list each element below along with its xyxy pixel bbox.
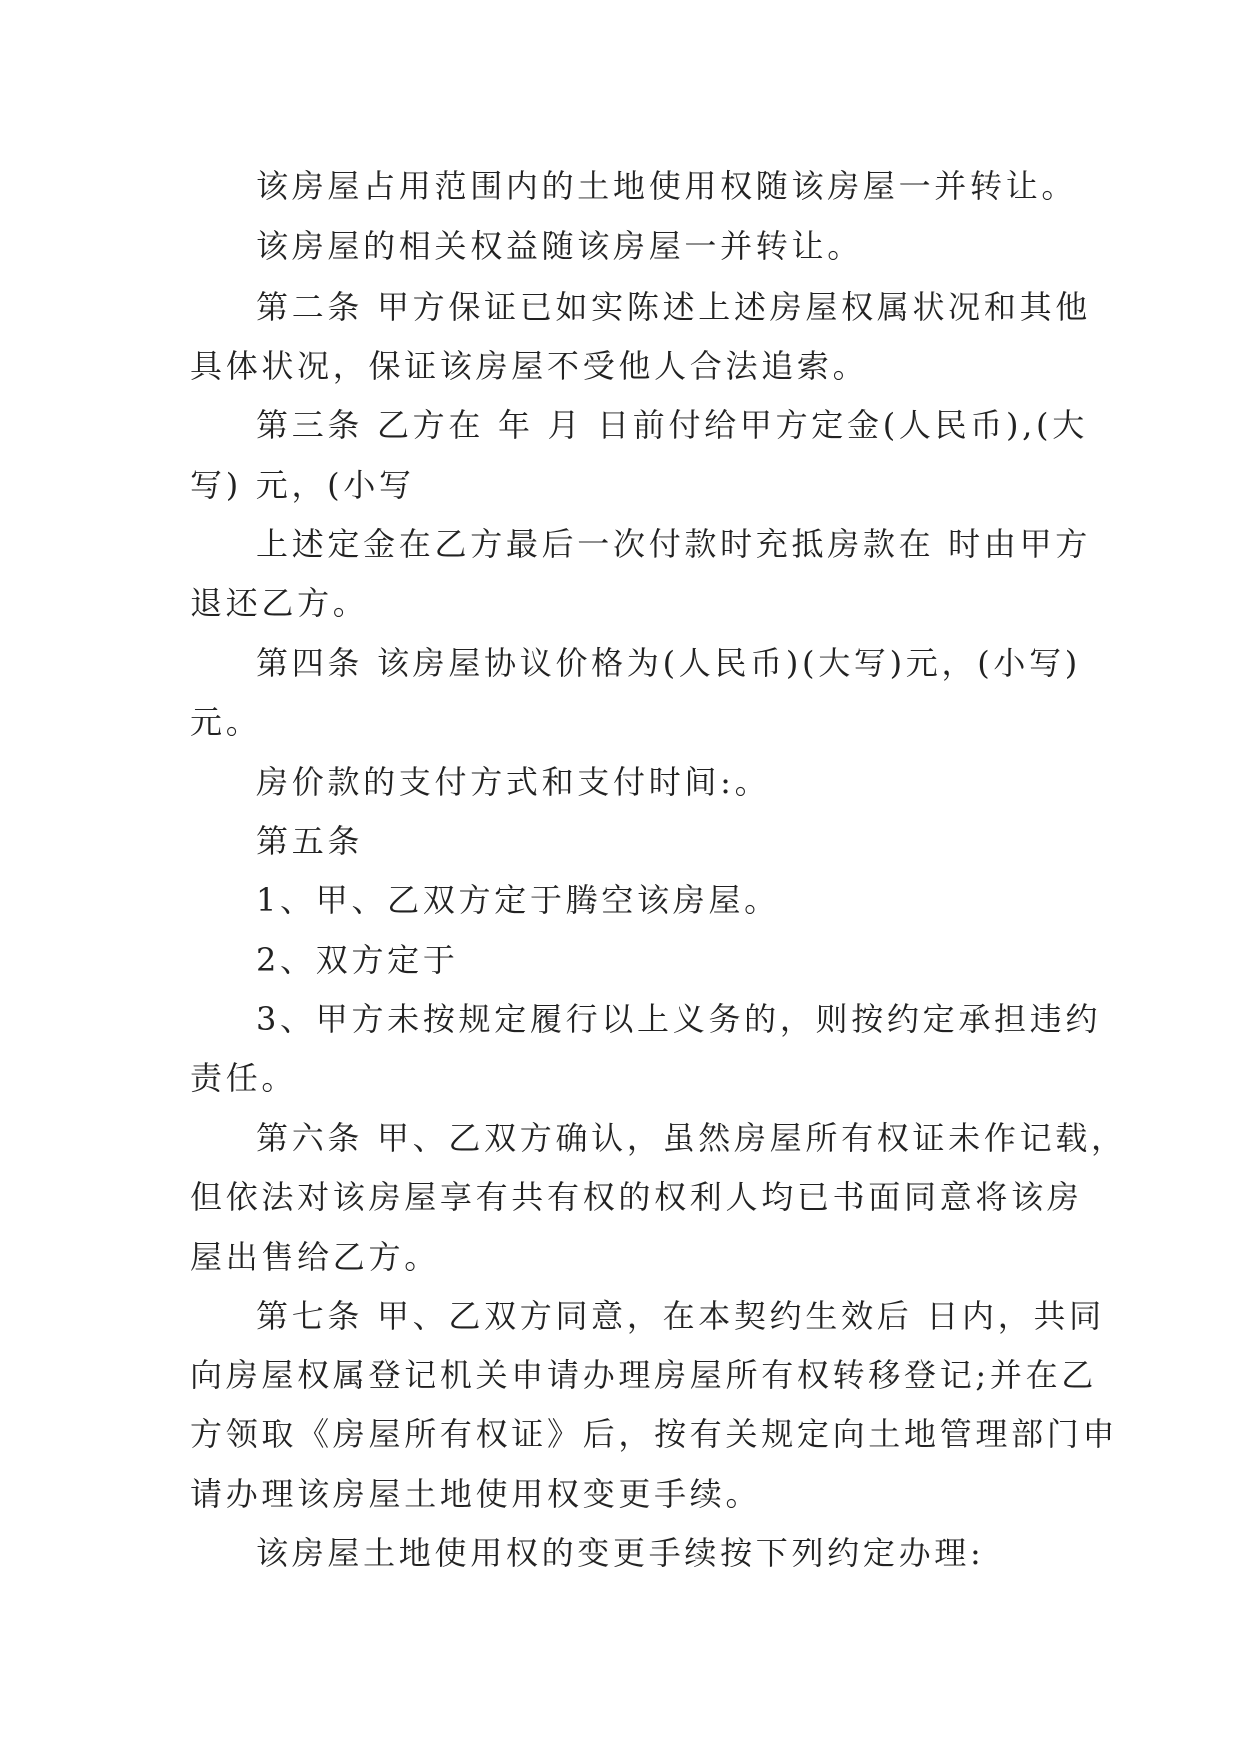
article-5-item-3-line-1: 3、甲方未按规定履行以上义务的，则按约定承担违约 [256, 1000, 1102, 1038]
deposit-line-2: 退还乙方。 [190, 584, 369, 622]
payment-method-line: 房价款的支付方式和支付时间:。 [256, 763, 771, 801]
article-5-item-3-line-2: 责任。 [190, 1059, 298, 1097]
paragraph-1-line-1: 该房屋占用范围内的土地使用权随该房屋一并转让。 [256, 167, 1078, 205]
article-5-item-2: 2、双方定于 [256, 941, 459, 979]
article-3-line-1: 第三条 乙方在 年 月 日前付给甲方定金(人民币),(大 [256, 406, 1088, 444]
article-5-item-1: 1、甲、乙双方定于腾空该房屋。 [256, 881, 780, 919]
article-2-line-2: 具体状况，保证该房屋不受他人合法追索。 [190, 347, 869, 385]
land-use-change-line: 该房屋土地使用权的变更手续按下列约定办理: [256, 1534, 985, 1572]
article-3-line-2: 写) 元，(小写 [190, 466, 415, 504]
article-7-line-4: 请办理该房屋土地使用权变更手续。 [190, 1475, 762, 1513]
paragraph-2-line-1: 该房屋的相关权益随该房屋一并转让。 [256, 227, 863, 265]
article-6-line-2: 但依法对该房屋享有共有权的权利人均已书面同意将该房 [190, 1178, 1083, 1216]
article-7-line-2: 向房屋权属登记机关申请办理房屋所有权转移登记;并在乙 [190, 1356, 1097, 1394]
article-7-line-1: 第七条 甲、乙双方同意，在本契约生效后 日内，共同 [256, 1297, 1105, 1335]
article-6-line-1: 第六条 甲、乙双方确认，虽然房屋所有权证未作记载， [256, 1119, 1127, 1157]
deposit-line-1: 上述定金在乙方最后一次付款时充抵房款在 时由甲方 [256, 525, 1091, 563]
article-4-line-2: 元。 [190, 703, 262, 741]
article-6-line-3: 屋出售给乙方。 [190, 1238, 440, 1276]
article-4-line-1: 第四条 该房屋协议价格为(人民币)(大写)元，(小写) [256, 644, 1081, 682]
article-7-line-3: 方领取《房屋所有权证》后，按有关规定向土地管理部门申 [190, 1415, 1119, 1453]
article-5-heading: 第五条 [256, 822, 364, 860]
article-2-line-1: 第二条 甲方保证已如实陈述上述房屋权属状况和其他 [256, 288, 1091, 326]
